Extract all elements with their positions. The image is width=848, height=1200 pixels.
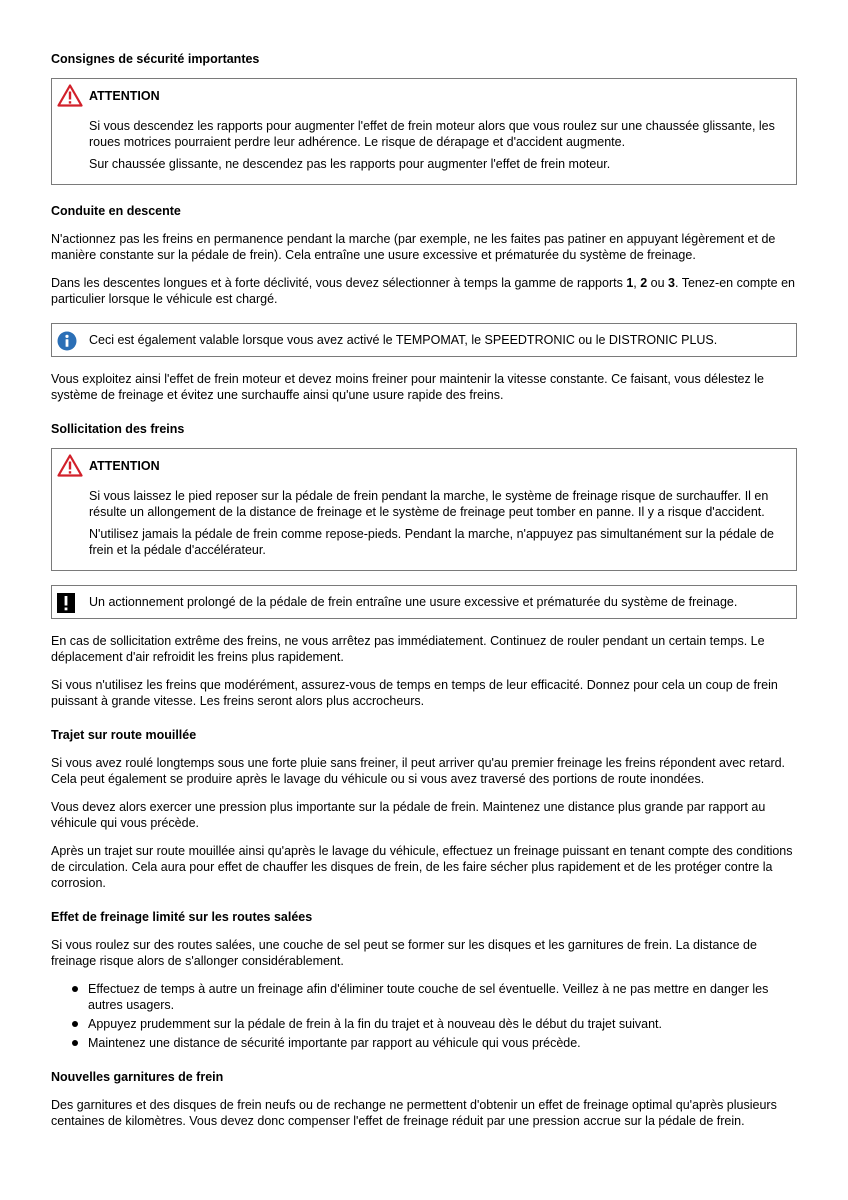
paragraph: Des garnitures et des disques de frein neufs ou de rechange ne permettent d'obtenir un effet de freinage optimal qu'après plusieurs centaines de kilomètres. Vous devez donc compenser l'effet de freinage réduit par une pression accrue sur la pédale de frein. — [51, 1098, 777, 1128]
caution-note-text: Un actionnement prolongé de la pédale de frein entraîne une usure excessive et prématurée du système de freinage. — [89, 595, 738, 609]
paragraph: En cas de sollicitation extrême des freins, ne vous arrêtez pas immédiatement. Continuez de rouler pendant un certain temps. Le déplacement d'air refroidit les freins plus rapidement. — [51, 634, 765, 664]
section-heading-new-pads: Nouvelles garnitures de frein — [51, 1070, 224, 1084]
text-run: ou — [647, 276, 669, 290]
paragraph: Si vous n'utilisez les freins que modérément, assurez-vous de temps en temps de leur efficacité. Donnez pour cela un coup de frein puissant à grande vitesse. Les freins seront alors plus accrocheurs. — [51, 678, 778, 708]
paragraph-gears — [51, 275, 797, 307]
bullet-list — [51, 981, 797, 1051]
bullet-dot-icon — [72, 1040, 78, 1046]
warning-text: Si vous laissez le pied reposer sur la pédale de frein pendant la marche, le système de freinage risque de surchauffer. Il en résulte un allongement de la distance de freinage et le système de freinage peut tomber en panne. Il y a risque d'accident. — [89, 489, 769, 519]
list-item — [51, 1035, 797, 1051]
warning-triangle-icon — [57, 84, 83, 107]
warning-text: N'utilisez jamais la pédale de frein comme repose-pieds. Pendant la marche, n'appuyez pas simultanément sur la pédale de frein et la pédale d'accélérateur. — [89, 527, 775, 557]
section-heading-wet-road: Trajet sur route mouillée — [51, 728, 197, 742]
gear-number: 1 — [626, 276, 634, 290]
list-item-text: Appuyez prudemment sur la pédale de frein à la fin du trajet et à nouveau dès le début du trajet suivant. — [88, 1017, 662, 1031]
paragraph: N'actionnez pas les freins en permanence pendant la marche (par exemple, ne les faites pas patiner en appuyant légèrement et de manière constante sur la pédale de frein). Cela entraîne une usure excessive et prématurée du système de freinage. — [51, 232, 776, 262]
section-heading-safety: Consignes de sécurité importantes — [51, 52, 260, 66]
warning-box-1 — [51, 78, 797, 185]
info-circle-icon — [57, 331, 77, 351]
gear-number: 3 — [668, 276, 675, 290]
bullet-dot-icon — [72, 986, 78, 992]
text-run: , — [633, 276, 641, 290]
exclamation-square-icon — [57, 593, 75, 613]
list-item-text: Effectuez de temps à autre un freinage afin d'éliminer toute couche de sel éventuelle. Veillez à ne pas mettre en danger les autres usagers. — [88, 982, 769, 1012]
paragraph: Si vous roulez sur des routes salées, une couche de sel peut se former sur les disques et les garnitures de frein. La distance de freinage risque alors de s'allonger considérablement. — [51, 938, 757, 968]
list-item — [51, 981, 797, 1013]
list-item — [51, 1016, 797, 1032]
warning-box-2 — [51, 448, 797, 571]
paragraph: Vous devez alors exercer une pression plus importante sur la pédale de frein. Maintenez une distance plus grande par rapport au véhicule qui vous précède. — [51, 800, 766, 830]
warning-title: ATTENTION — [89, 89, 160, 103]
warning-triangle-icon — [57, 454, 83, 477]
info-note-text: Ceci est également valable lorsque vous avez activé le TEMPOMAT, le SPEEDTRONIC ou le DISTRONIC PLUS. — [89, 333, 718, 347]
text-run: . Tenez-en compte en particulier lorsque le véhicule est chargé. — [51, 276, 795, 306]
list-item-text: Maintenez une distance de sécurité importante par rapport au véhicule qui vous précède. — [88, 1036, 581, 1050]
gear-number: 2 — [640, 276, 648, 290]
bullet-dot-icon — [72, 1021, 78, 1027]
text-run: Dans les descentes longues et à forte déclivité, vous devez sélectionner à temps la gamme de rapports — [51, 276, 627, 290]
section-heading-salted-roads: Effet de freinage limité sur les routes salées — [51, 910, 313, 924]
paragraph: Vous exploitez ainsi l'effet de frein moteur et devez moins freiner pour maintenir la vitesse constante. Ce faisant, vous délestez le système de freinage et évitez une surchauffe ainsi qu'une usure rapide des freins. — [51, 372, 764, 402]
paragraph: Si vous avez roulé longtemps sous une forte pluie sans freiner, il peut arriver qu'au premier freinage les freins répondent avec retard. Cela peut également se produire après le lavage du véhicule ou si vous avez traversé des portions de route inondées. — [51, 756, 786, 786]
info-note-box — [51, 323, 797, 357]
paragraph: Après un trajet sur route mouillée ainsi qu'après le lavage du véhicule, effectuez un freinage puissant en tenant compte des conditions de circulation. Cela aura pour effet de chauffer les disques de frein, de les faire sécher plus rapidement et de les protéger contre la corrosion. — [51, 844, 793, 890]
warning-text: Si vous descendez les rapports pour augmenter l'effet de frein moteur alors que vous roulez sur une chaussée glissante, les roues motrices pourraient perdre leur adhérence. Le risque de dérapage et d'accident augmente. — [89, 119, 775, 149]
document-page — [51, 51, 797, 1141]
warning-text: Sur chaussée glissante, ne descendez pas les rapports pour augmenter l'effet de frein moteur. — [89, 157, 611, 171]
section-heading-brake-stress: Sollicitation des freins — [51, 422, 185, 436]
warning-title: ATTENTION — [89, 459, 160, 473]
caution-note-box — [51, 585, 797, 619]
section-heading-descent: Conduite en descente — [51, 204, 181, 218]
